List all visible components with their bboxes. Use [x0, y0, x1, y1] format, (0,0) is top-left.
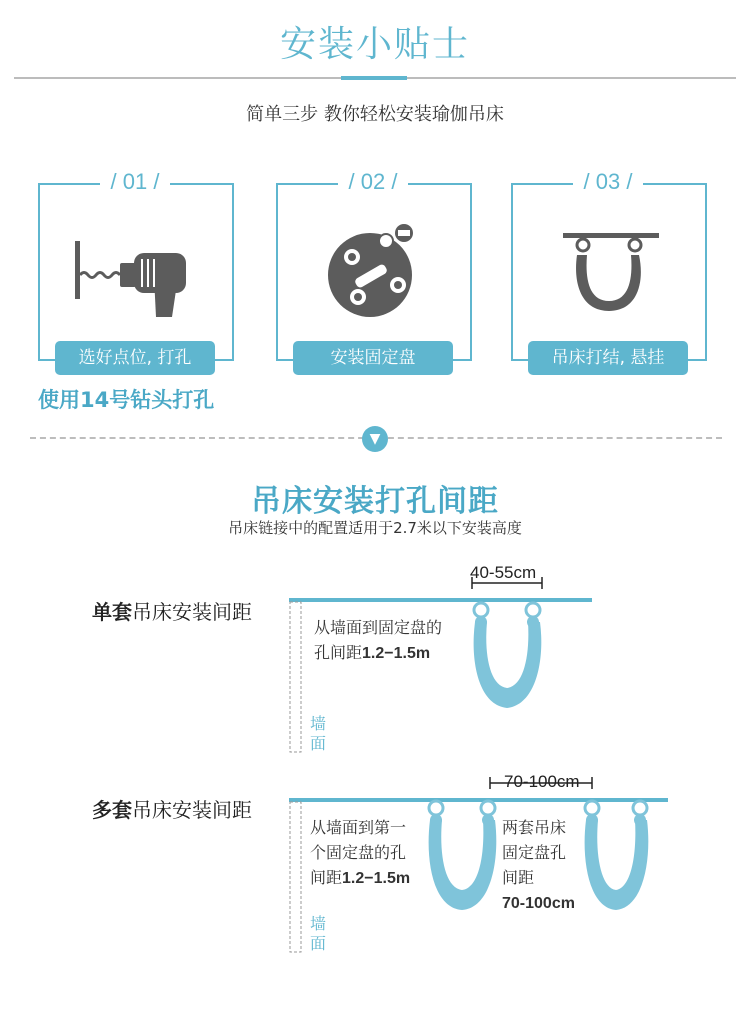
single-wall-distance-text: 从墙面到固定盘的 孔间距1.2−1.5m [314, 618, 443, 662]
drill-bit-note: 使用14号钻头打孔 [38, 388, 215, 412]
multi-set-label: 多套吊床安装间距 [92, 798, 252, 822]
single-set-label: 单套吊床安装间距 [92, 600, 252, 624]
step-number: / 01 / [100, 169, 170, 195]
page-subtitle: 简单三步 教你轻松安装瑜伽吊床 [246, 104, 504, 125]
multi-wall-distance-text: 从墙面到第一 个固定盘的孔 间距1.2−1.5m [310, 818, 411, 887]
multi-spacing-measure: 70-100cm [504, 772, 580, 791]
step-number: / 02 / [338, 169, 408, 195]
step-label: 选好点位, 打孔 [55, 341, 215, 375]
single-spacing-measure: 40-55cm [470, 563, 537, 582]
step-label: 吊床打结, 悬挂 [528, 341, 688, 375]
multi-wall-label: 墙面 [310, 914, 327, 953]
section-title: 吊床安装打孔间距 [251, 484, 499, 519]
multi-gap-text: 两套吊床 固定盘孔 间距 70-100cm [502, 818, 575, 912]
step-number: / 03 / [573, 169, 643, 195]
single-wall-label: 墙面 [310, 714, 327, 753]
section-subtitle: 吊床链接中的配置适用于2.7米以下安装高度 [228, 519, 522, 537]
page-title: 安装小贴士 [279, 24, 470, 65]
step-label: 安装固定盘 [293, 341, 453, 375]
chevron-down-icon: ▼ [362, 426, 388, 452]
